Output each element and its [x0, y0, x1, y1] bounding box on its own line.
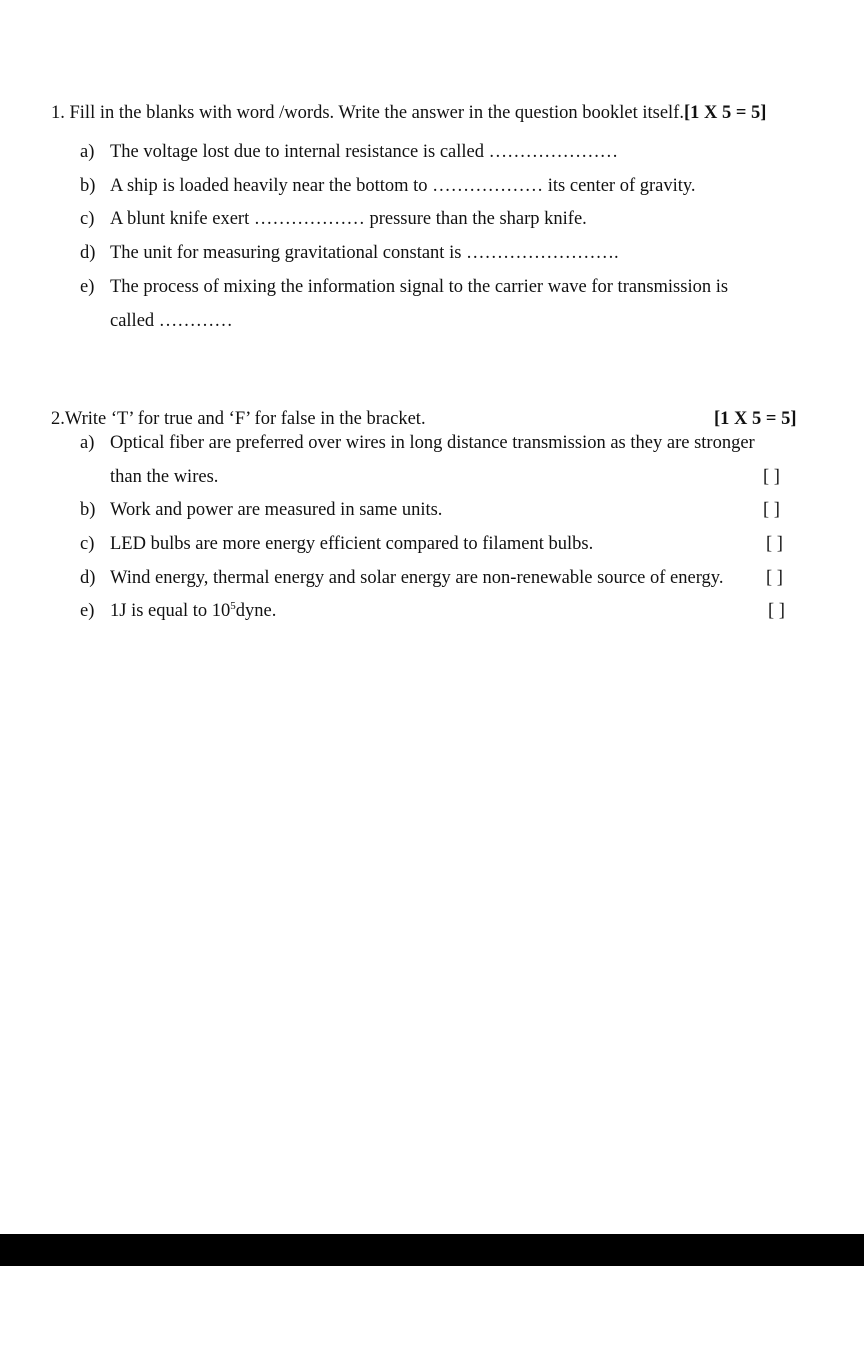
q2-item-d-text: Wind energy, thermal energy and solar energy are non-renewable source of energy.: [110, 568, 724, 588]
blank-bottom-area: [0, 1266, 864, 1368]
q2-item-e-label: e): [80, 601, 95, 621]
q1-item-c-text: A blunt knife exert ……………… pressure than the sharp knife.: [110, 209, 587, 229]
q2-item-c-label: c): [80, 534, 95, 554]
q2-item-b-label: b): [80, 500, 96, 520]
q2-item-d-answer-bracket[interactable]: [ ]: [766, 568, 783, 588]
q1-item-a-label: a): [80, 142, 95, 162]
q2-item-a-label: a): [80, 433, 95, 453]
q1-item-d-label: d): [80, 243, 96, 263]
q1-item-d-text: The unit for measuring gravitational constant is …………………….: [110, 243, 619, 263]
q1-item-e-text: The process of mixing the information signal to the carrier wave for transmission is: [110, 277, 729, 297]
q2-title: 2.Write ‘T’ for true and ‘F’ for false in the bracket.: [51, 409, 426, 429]
q1-item-a-text: The voltage lost due to internal resistance is called …………………: [110, 142, 619, 162]
q1-title-text: 1. Fill in the blanks with word /words. Write the answer in the question booklet itself.: [51, 103, 684, 123]
q2-item-a-continuation: than the wires.: [110, 467, 219, 487]
q2-item-c-answer-bracket[interactable]: [ ]: [766, 534, 783, 554]
q1-item-e-continuation: called …………: [110, 311, 233, 331]
q2-item-e-answer-bracket[interactable]: [ ]: [768, 601, 785, 621]
q2-item-b-answer-bracket[interactable]: [ ]: [763, 500, 780, 520]
q1-item-e-label: e): [80, 277, 95, 297]
q2-marks: [1 X 5 = 5]: [714, 409, 797, 429]
q2-item-b-text: Work and power are measured in same units.: [110, 500, 443, 520]
q2-item-e-text: [110, 602, 276, 621]
q2-item-c-text: LED bulbs are more energy efficient compared to filament bulbs.: [110, 534, 594, 554]
q1-item-c-label: c): [80, 209, 95, 229]
q2-item-a-text: Optical fiber are preferred over wires in long distance transmission as they are stronger: [110, 433, 755, 453]
q2-item-e-exponent: 5: [230, 600, 236, 612]
q2-item-d-label: d): [80, 568, 96, 588]
q1-item-b-text: A ship is loaded heavily near the bottom to ……………… its center of gravity.: [110, 176, 696, 196]
q1-marks: [1 X 5 = 5]: [683, 103, 767, 123]
q2-item-e-text-post: dyne.: [235, 601, 277, 621]
q1-title: [51, 104, 766, 123]
q1-item-b-label: b): [80, 176, 96, 196]
black-divider-bar: [0, 1234, 864, 1266]
q2-item-e-text-pre: 1J is equal to 10: [110, 601, 231, 621]
q2-item-a-answer-bracket[interactable]: [ ]: [763, 467, 780, 487]
